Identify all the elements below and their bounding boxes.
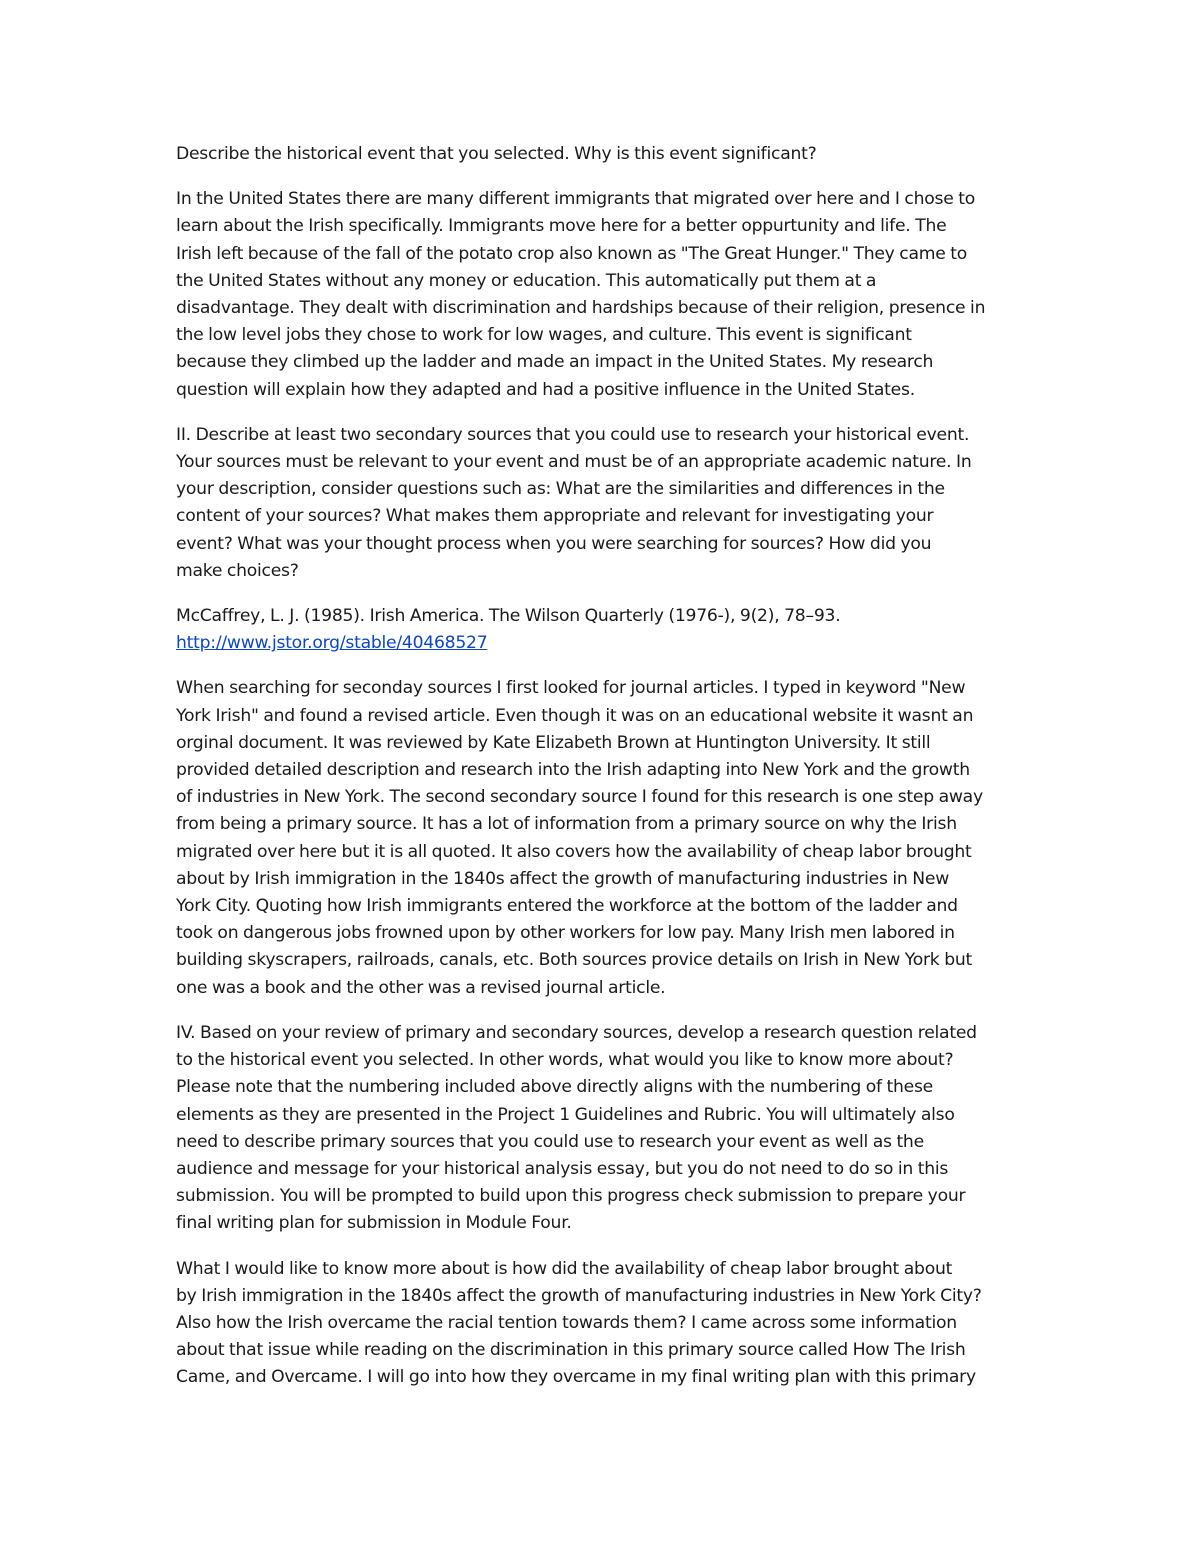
text-line: about by Irish immigration in the 1840s affect the growth of manufacturing industries in New bbox=[176, 868, 949, 889]
text-line: Also how the Irish overcame the racial tention towards them? I came across some information bbox=[176, 1312, 957, 1333]
text-line: Irish left because of the fall of the potato crop also known as "The Great Hunger." They came to bbox=[176, 243, 968, 264]
question-heading bbox=[176, 141, 1036, 168]
document-page bbox=[176, 141, 1036, 1410]
text-line: provided detailed description and research into the Irish adapting into New York and the growth bbox=[176, 760, 970, 781]
text-line: the low level jobs they chose to work for low wages, and culture. This event is significant bbox=[176, 325, 912, 346]
text-line: of industries in New York. The second secondary source I found for this research is one step away bbox=[176, 787, 983, 808]
text-line: your description, consider questions such as: What are the similarities and differences in the bbox=[176, 479, 945, 500]
answer-paragraph-1 bbox=[176, 186, 1036, 404]
text-line: Came, and Overcame. I will go into how they overcame in my final writing plan with this primary bbox=[176, 1367, 976, 1388]
text-line: disadvantage. They dealt with discrimination and hardships because of their religion, presence in bbox=[176, 298, 986, 319]
citation bbox=[176, 603, 1036, 657]
text-line: II. Describe at least two secondary sources that you could use to research your historical event. bbox=[176, 424, 970, 445]
text-line: final writing plan for submission in Module Four. bbox=[176, 1213, 572, 1234]
citation-text: McCaffrey, L. J. (1985). Irish America. The Wilson Quarterly (1976-), 9(2), 78–93. bbox=[176, 606, 841, 627]
text-line: because they climbed up the ladder and made an impact in the United States. My research bbox=[176, 352, 934, 373]
text-line: content of your sources? What makes them appropriate and relevant for investigating your bbox=[176, 506, 934, 527]
text-line: What I would like to know more about is how did the availability of cheap labor brought about bbox=[176, 1258, 953, 1279]
text-line: York City. Quoting how Irish immigrants entered the workforce at the bottom of the ladder and bbox=[176, 896, 958, 917]
text-line: learn about the Irish specifically. Immigrants move here for a better oppurtunity and life. The bbox=[176, 216, 947, 237]
text-line: question will explain how they adapted and had a positive influence in the United States. bbox=[176, 379, 915, 400]
text-line: one was a book and the other was a revised journal article. bbox=[176, 977, 666, 998]
text-line: When searching for seconday sources I first looked for journal articles. I typed in keyword "New bbox=[176, 678, 966, 699]
text-line: took on dangerous jobs frowned upon by other workers for low pay. Many Irish men labored in bbox=[176, 923, 955, 944]
text-line: orginal document. It was reviewed by Kate Elizabeth Brown at Huntington University. It still bbox=[176, 732, 931, 753]
text-line: audience and message for your historical analysis essay, but you do not need to do so in this bbox=[176, 1158, 949, 1179]
text-line: IV. Based on your review of primary and secondary sources, develop a research question related bbox=[176, 1022, 977, 1043]
citation-link[interactable]: http://www.jstor.org/stable/40468527 bbox=[176, 633, 488, 654]
text-line: submission. You will be prompted to build upon this progress check submission to prepare your bbox=[176, 1186, 966, 1207]
section-4-prompt bbox=[176, 1020, 1036, 1238]
text-line: the United States without any money or education. This automatically put them at a bbox=[176, 270, 877, 291]
text-line: to the historical event you selected. In other words, what would you like to know more about? bbox=[176, 1050, 954, 1071]
section-2-prompt bbox=[176, 422, 1036, 585]
question-heading-line: Describe the historical event that you selected. Why is this event significant? bbox=[176, 144, 817, 164]
text-line: make choices? bbox=[176, 560, 299, 581]
text-line: need to describe primary sources that you could use to research your event as well as the bbox=[176, 1131, 924, 1152]
text-line: York Irish" and found a revised article. Even though it was on an educational website it wasnt an bbox=[176, 705, 974, 726]
text-line: event? What was your thought process when you were searching for sources? How did you bbox=[176, 533, 932, 554]
text-line: building skyscrapers, railroads, canals, etc. Both sources provice details on Irish in New York but bbox=[176, 950, 972, 971]
text-line: Please note that the numbering included above directly aligns with the numbering of these bbox=[176, 1077, 933, 1098]
answer-paragraph-5 bbox=[176, 1256, 1036, 1392]
text-line: elements as they are presented in the Project 1 Guidelines and Rubric. You will ultimately also bbox=[176, 1104, 955, 1125]
text-line: In the United States there are many different immigrants that migrated over here and I chose to bbox=[176, 189, 976, 210]
text-line: from being a primary source. It has a lot of information from a primary source on why the Irish bbox=[176, 814, 957, 835]
text-line: Your sources must be relevant to your event and must be of an appropriate academic nature. In bbox=[176, 452, 972, 473]
text-line: about that issue while reading on the discrimination in this primary source called How The Irish bbox=[176, 1340, 966, 1361]
answer-paragraph-3 bbox=[176, 675, 1036, 1001]
text-line: by Irish immigration in the 1840s affect the growth of manufacturing industries in New York City? bbox=[176, 1285, 982, 1306]
text-line: migrated over here but it is all quoted. It also covers how the availability of cheap labor brought bbox=[176, 841, 972, 862]
